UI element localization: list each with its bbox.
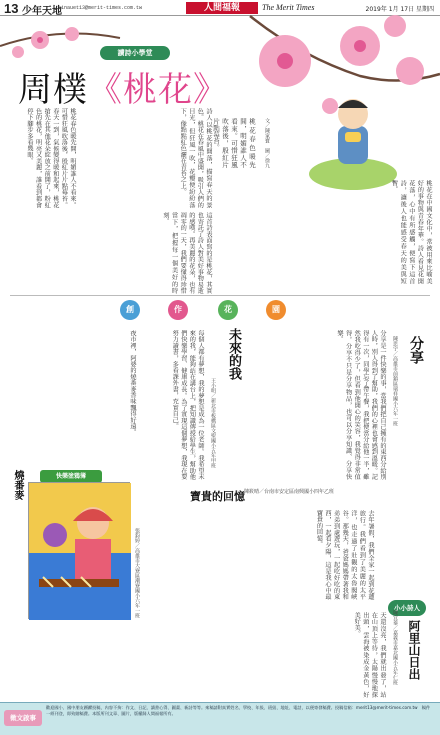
poem-title: 阿里山日出 (407, 620, 421, 680)
issue-date: 2019年 1月 17日 星期四 (365, 6, 434, 13)
feature-column-1: 桃花春色暖先開，明媚誰人不看來。可惜狂風吹落後，殷紅片片點莓苔。春天一到，氣候變得暖和起來，桃花搶先在其他花朵綻放之前開了，粉紅色的桃花，明亮又美麗，誰看到都會停下腳步多看幾眼。 (26, 108, 76, 208)
article-title-grill: 燒番麥 (12, 470, 23, 500)
newspaper-english-name: The Merit Times (262, 3, 315, 12)
poet-name: 周樸 (18, 70, 88, 110)
feature-column-3: 這首詩表面寫的是桃花，其實也寄託了詩人對美好事物易逝的感嘆。再美麗的花朵，也有凋零的一天，我們要懂得珍惜當下，把握每一個美好的時刻。 (162, 212, 212, 294)
poem-corner-tag: 小小詩人 (388, 600, 426, 616)
article-title-share: 分享 (408, 336, 424, 364)
article-title-future: 未來的我 (226, 328, 241, 380)
article-byline-future: 王小明／新北市板橋區文聖國小五年甲班 (210, 378, 216, 468)
poem-body: 天還沒亮，我們就出發了，站在山頂上等待，太陽慢慢地探出頭，雲海被染成金黃色，好美好美。 (353, 612, 386, 698)
section-email[interactable]: sinauet13@merit-times.com.tw (58, 5, 143, 11)
creative-dot-4: 園 (266, 300, 286, 320)
poem-verse: 桃花春色暖先開，明媚誰人不看來。可惜狂風吹落後，殷紅片片點莓苔。 (212, 118, 256, 168)
doodle-ribbon: 快樂塗鴉簿 (40, 470, 102, 483)
article-byline-grill: 張鈞婷／高雄市大寮區潮寮國小六年一班 (134, 528, 140, 618)
grill-painting (28, 482, 130, 619)
feature-column-2: 詩人以桃花的開落，描寫春天的景色。桃花在春風中盛開，吸引人們的目光，但狂風一吹，花瓣便紛紛落下，像點點紅色灑在青苔之上。 (179, 108, 212, 208)
footer-tag: 徵文啟事 (4, 710, 42, 726)
creative-dot-1: 創 (120, 300, 140, 320)
article-body-grill: 夜市裡，阿婆的燒番麥香味飄得好遠。 (129, 330, 136, 436)
article-body-memory: 去年暑假，我們全家一起到花蓮旅行。我們看到了美麗的太平洋，也走過了壯觀的太魯閣峽谷。那幾天，爸爸媽媽帶著我和弟弟到處遊玩，一起吃好吃的東西，一起看夕陽，這是我心中最寶貴的回憶。 (315, 510, 374, 600)
boy-illustration (308, 88, 398, 188)
page-header (0, 0, 440, 16)
feature-tag: 讀詩小學堂 (100, 46, 170, 60)
feature-column-4: 桃花在中國文化中，常被用來比喻美好的事物與青春年華。詩人看見花開花落，心中有所感觸，便寫下這首詩，讓後人也能感受春天的美與短暫。 (390, 180, 432, 284)
footer-text: 歡迎國小、國中朋友踴躍投稿，內容不拘：作文、日記、讀書心得、圖畫、新詩等等。來稿請附真實姓名、學校、年級、班級、地址、電話，以便寄發稿費。投稿信箱：merit13@merit-times.com.tw 稿件一經刊登，即致贈稿費。本版所刊文章、圖片，版權歸人間福報所有。 (46, 705, 431, 716)
feature-title: 周樸《桃花》 (18, 70, 228, 110)
article-body-future: 每個人都有夢想，我的夢想是成為一位老師。我希望未來的我，能夠站在講台上，把知識傳授給學生，幫助他們快樂學習、健康成長。為了實現這個夢想，我現在要努力讀書，多看課外書，充實自己。 (171, 330, 204, 480)
section-name: 少年天地 (22, 6, 62, 17)
divider (10, 295, 430, 296)
article-body-share: 分享是一件快樂的事，當我們把自己擁有的東西分給別人時，別人得到了幫助，我們的心裡也會感到溫暖。記得有一次，同學忘了帶午餐，我把便當分給他一半，雖然我吃得少了，但看到他開心的笑容，我覺得非常值得。分享不只是分享物品，也可以分享知識、分享快樂。 (336, 330, 386, 480)
newspaper-logo: 人間福報 (186, 2, 258, 14)
poem-name: 桃花 (123, 70, 193, 110)
article-byline-memory: 陳筱晴／台南市安定區南興國小四年乙班 (244, 489, 335, 495)
article-byline-share: 陳思宇／高雄市前鎮區瑞祥國小六年一班 (392, 336, 398, 426)
page-number: 13 (4, 1, 19, 16)
article-title-memory: 寶貴的回憶 (190, 490, 245, 503)
creative-dot-2: 作 (168, 300, 188, 320)
poem-byline: 陳宜蓁／嘉義市嘉北國小五年仁班 (392, 610, 398, 685)
feature-byline: 文／陳家寶 圖／徐九 (264, 118, 270, 168)
creative-dot-3: 花 (218, 300, 238, 320)
